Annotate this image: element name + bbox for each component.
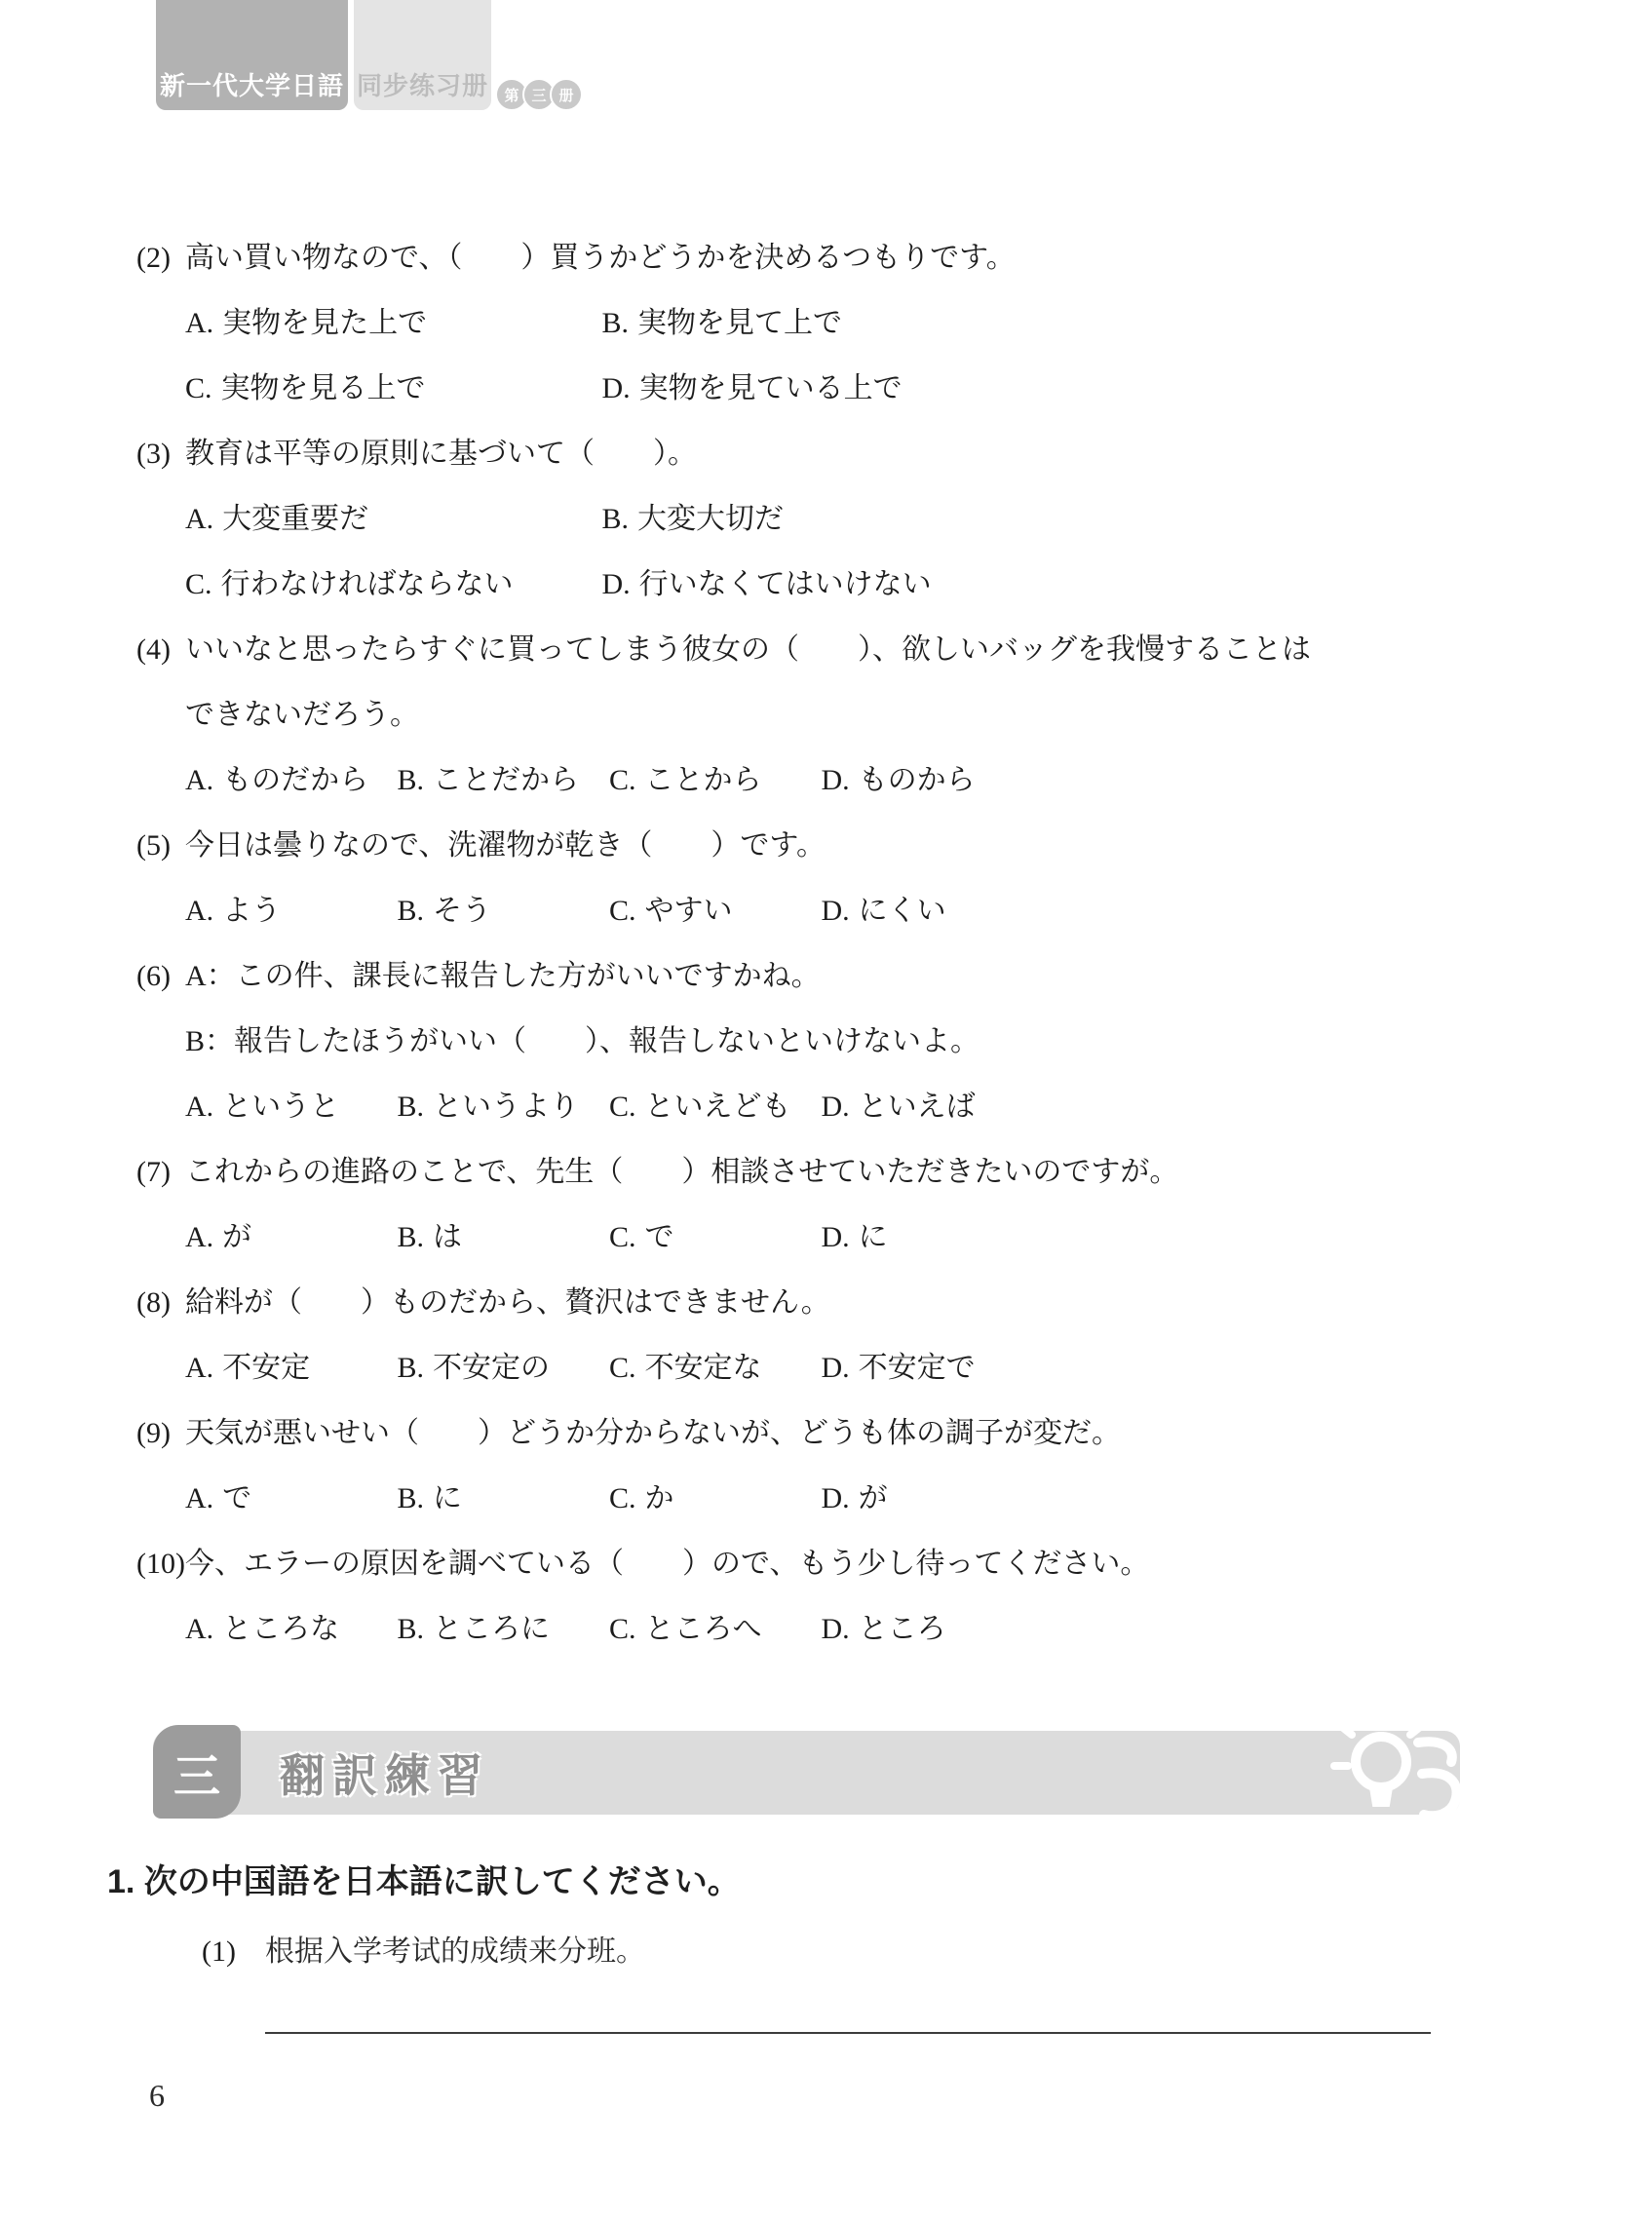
option-text: は (433, 1221, 463, 1253)
option-label: C. (609, 1352, 636, 1384)
option-item (609, 1466, 814, 1531)
option-item (609, 878, 814, 943)
option-text: ところ (858, 1613, 946, 1645)
option-text: ところな (222, 1613, 340, 1645)
option-text: というより (433, 1091, 580, 1123)
question-number: (7) (136, 1156, 171, 1188)
question-number: (3) (136, 438, 171, 470)
option-text: にくい (858, 895, 946, 927)
section-marker-tab (153, 1725, 241, 1819)
option-label: C. (609, 895, 636, 927)
question-stem: いいなと思ったらすぐに買ってしまう彼女の（ ）、欲しいバッグを我慢することは (185, 633, 1311, 666)
option-label: C. (609, 764, 636, 796)
option-label: D. (601, 372, 631, 404)
option-text: 実物を見て上で (637, 307, 843, 339)
translation-heading: 1. 次の中国語を日本語に訳してください。 (107, 1863, 741, 1900)
option-item (398, 1466, 602, 1531)
option-text: ことだから (433, 764, 580, 796)
option-item (822, 1596, 1026, 1662)
option-item (602, 356, 1012, 421)
option-item (185, 486, 595, 552)
option-label: A. (185, 1482, 214, 1514)
option-item (602, 486, 1012, 552)
option-label: B. (397, 1352, 425, 1384)
option-item (398, 1074, 602, 1139)
option-text: か (644, 1482, 674, 1514)
option-item (609, 1205, 814, 1270)
option-row (0, 290, 1652, 356)
option-text: といえども (644, 1091, 791, 1123)
question-number: (8) (136, 1286, 171, 1319)
question-item (0, 1139, 1652, 1205)
question-stem: B：報告したほうがいい（ ）、報告しないといけないよ。 (185, 1025, 980, 1057)
option-text: ことから (644, 764, 762, 796)
volume-badge (495, 78, 583, 111)
question-stem-continuation (0, 1009, 1652, 1074)
option-label: B. (397, 764, 425, 796)
option-text: で (222, 1482, 252, 1514)
option-label: D. (821, 895, 850, 927)
option-label: A. (185, 1352, 214, 1384)
option-text: そう (433, 895, 492, 927)
option-label: B. (397, 1221, 425, 1253)
option-item (609, 1596, 814, 1662)
question-item (0, 225, 1652, 290)
option-label: A. (185, 503, 214, 535)
question-number: (9) (136, 1417, 171, 1449)
question-number: (4) (136, 633, 171, 666)
option-item (822, 1466, 1026, 1531)
option-row (0, 1466, 1652, 1531)
option-item (822, 878, 1026, 943)
option-text: が (222, 1221, 252, 1253)
option-text: 実物を見る上で (220, 372, 426, 404)
question-stem: できないだろう。 (185, 699, 419, 731)
option-item (185, 1466, 390, 1531)
option-row (0, 747, 1652, 813)
translation-item (0, 1928, 1652, 1976)
option-label: C. (609, 1482, 636, 1514)
option-item (185, 747, 390, 813)
option-label: D. (821, 1091, 850, 1123)
question-stem: 給料が（ ）ものだから、贅沢はできません。 (185, 1286, 830, 1319)
question-stem: 教育は平等の原則に基づいて（ ）。 (185, 438, 697, 470)
option-item (822, 1335, 1026, 1400)
question-number: (5) (136, 829, 171, 862)
option-row (0, 1205, 1652, 1270)
workbook-label: 同步练习册 (356, 71, 488, 100)
section-marker: 三 (173, 1750, 220, 1803)
option-item (398, 1205, 602, 1270)
option-item (822, 1205, 1026, 1270)
option-label: D. (821, 1613, 850, 1645)
option-item (398, 747, 602, 813)
option-text: というと (222, 1091, 340, 1123)
question-stem: 高い買い物なので、（ ）買うかどうかを決めるつもりです。 (185, 242, 1016, 274)
workbook-badge (354, 0, 491, 110)
option-row (0, 1335, 1652, 1400)
option-text: 行いなくてはいけない (638, 568, 932, 600)
question-stem: 今、エラーの原因を調べている（ ）ので、もう少し待ってください。 (185, 1548, 1150, 1580)
option-label: A. (185, 764, 214, 796)
option-text: 大変重要だ (222, 503, 369, 535)
option-text: に (858, 1221, 888, 1253)
question-item (0, 1531, 1652, 1596)
option-label: C. (185, 372, 212, 404)
option-label: D. (821, 1352, 850, 1384)
section-banner (153, 1731, 1460, 1815)
option-label: D. (821, 764, 850, 796)
translation-item-text: 根据入学考试的成绩来分班。 (265, 1935, 645, 1968)
option-item (185, 356, 595, 421)
option-item (398, 878, 602, 943)
section-title: 翻訳練習 (280, 1750, 490, 1801)
question-item (0, 1400, 1652, 1466)
question-item (0, 421, 1652, 486)
question-list (0, 225, 1652, 1662)
option-item (185, 1205, 390, 1270)
option-row (0, 1596, 1652, 1662)
option-item (185, 878, 390, 943)
option-label: A. (185, 307, 214, 339)
question-stem: これからの進路のことで、先生（ ）相談させていただきたいのですが。 (185, 1156, 1179, 1188)
option-item (398, 1596, 602, 1662)
option-text: ところに (433, 1613, 551, 1645)
option-text: 不安定な (644, 1352, 762, 1384)
option-row (0, 878, 1652, 943)
option-row (0, 356, 1652, 421)
option-label: B. (397, 1613, 425, 1645)
option-label: B. (601, 503, 630, 535)
volume-char-circle: 第 (495, 78, 528, 111)
option-item (822, 1074, 1026, 1139)
page-number: 6 (149, 2078, 165, 2113)
option-item (602, 552, 1012, 617)
option-label: C. (609, 1221, 636, 1253)
answer-line (265, 2032, 1431, 2034)
translation-item-number: (1) (202, 1935, 236, 1968)
question-item (0, 617, 1652, 682)
option-text: やすい (644, 895, 733, 927)
option-label: A. (185, 1091, 214, 1123)
option-item (609, 747, 814, 813)
option-text: 不安定で (858, 1352, 976, 1384)
option-row (0, 552, 1652, 617)
option-text: ものだから (222, 764, 369, 796)
question-item (0, 1270, 1652, 1335)
option-label: A. (185, 895, 214, 927)
question-stem-continuation (0, 682, 1652, 747)
option-label: D. (821, 1482, 850, 1514)
option-text: で (644, 1221, 674, 1253)
option-label: C. (185, 568, 212, 600)
option-label: D. (821, 1221, 850, 1253)
volume-char-circle: 三 (522, 78, 556, 111)
option-label: D. (601, 568, 631, 600)
option-text: ところへ (644, 1613, 762, 1645)
option-row (0, 1074, 1652, 1139)
option-label: C. (609, 1091, 636, 1123)
option-text: に (433, 1482, 463, 1514)
option-text: 行わなければならない (220, 568, 514, 600)
option-item (185, 1596, 390, 1662)
question-number: (2) (136, 242, 171, 274)
question-stem: A：この件、課長に報告した方がいいですかね。 (185, 960, 821, 992)
option-text: が (858, 1482, 888, 1514)
volume-char-circle: 册 (550, 78, 583, 111)
option-label: A. (185, 1221, 214, 1253)
option-label: B. (397, 895, 425, 927)
option-text: 実物を見ている上で (638, 372, 903, 404)
option-text: 大変大切だ (637, 503, 785, 535)
option-item (609, 1335, 814, 1400)
lightbulb-icon (1321, 1692, 1477, 1848)
option-item (185, 290, 595, 356)
question-stem: 今日は曇りなので、洗濯物が乾き（ ）です。 (185, 829, 826, 862)
option-item (185, 552, 595, 617)
option-item (609, 1074, 814, 1139)
option-text: よう (222, 895, 282, 927)
option-text: 不安定 (222, 1352, 311, 1384)
option-label: B. (397, 1482, 425, 1514)
option-item (398, 1335, 602, 1400)
series-title-badge (156, 0, 348, 110)
option-label: C. (609, 1613, 636, 1645)
option-label: B. (397, 1091, 425, 1123)
option-item (822, 747, 1026, 813)
series-title: 新一代大学日語 (159, 71, 344, 100)
question-stem: 天気が悪いせい（ ）どうか分からないが、どうも体の調子が変だ。 (185, 1417, 1121, 1449)
option-item (185, 1074, 390, 1139)
option-item (602, 290, 1012, 356)
question-item (0, 943, 1652, 1009)
option-text: といえば (858, 1091, 976, 1123)
option-label: A. (185, 1613, 214, 1645)
option-label: B. (601, 307, 630, 339)
option-text: ものから (858, 764, 976, 796)
question-number: (10) (136, 1548, 185, 1580)
question-item (0, 813, 1652, 878)
option-row (0, 486, 1652, 552)
question-number: (6) (136, 960, 171, 992)
option-text: 実物を見た上で (222, 307, 428, 339)
option-item (185, 1335, 390, 1400)
option-text: 不安定の (433, 1352, 551, 1384)
